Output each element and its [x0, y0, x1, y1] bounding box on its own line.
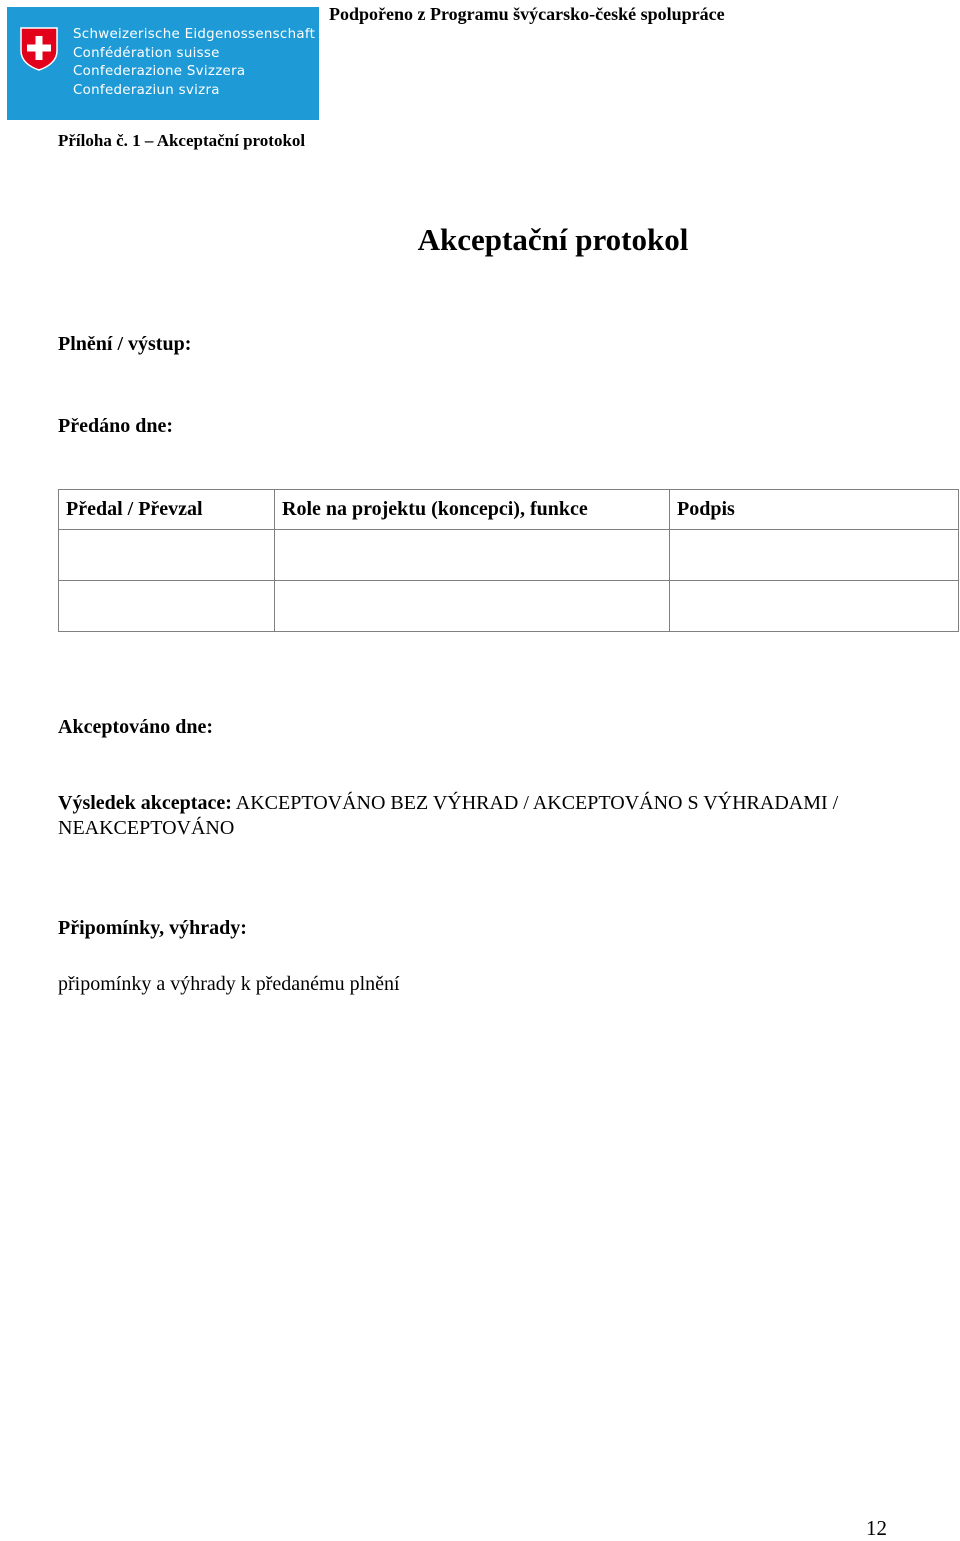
table-cell	[670, 530, 959, 581]
swiss-cross-icon	[19, 27, 59, 71]
column-header-role: Role na projektu (koncepci), funkce	[275, 490, 670, 530]
handed-over-date-label: Předáno dne:	[58, 415, 173, 437]
table-cell	[275, 530, 670, 581]
support-statement: Podpořeno z Programu švýcarsko-české spolupráce	[329, 4, 725, 24]
logo-line-italian: Confederazione Svizzera	[73, 64, 246, 80]
swiss-confederation-logo	[7, 7, 319, 120]
acceptance-result-options: AKCEPTOVÁNO BEZ VÝHRAD / AKCEPTOVÁNO S VÝHRADAMI / NEAKCEPTOVÁNO	[58, 792, 839, 839]
remarks-label: Připomínky, výhrady:	[58, 917, 247, 939]
document-title: Akceptační protokol	[417, 222, 689, 257]
page-number: 12	[866, 1516, 887, 1540]
column-header-handed-received: Předal / Převzal	[59, 490, 275, 530]
logo-line-french: Confédération suisse	[73, 45, 220, 61]
table-row	[59, 530, 959, 581]
logo-text	[73, 26, 315, 100]
table-cell	[59, 581, 275, 632]
fulfillment-label: Plnění / výstup:	[58, 333, 192, 355]
logo-line-german: Schweizerische Eidgenossenschaft	[73, 27, 316, 42]
accepted-date-label: Akceptováno dne:	[58, 716, 214, 738]
table-cell	[275, 581, 670, 632]
column-header-signature: Podpis	[670, 490, 959, 530]
table-cell	[59, 530, 275, 581]
remarks-text: připomínky a výhrady k předanému plnění	[58, 973, 400, 995]
table-cell	[670, 581, 959, 632]
table-row	[59, 581, 959, 632]
logo-line-romansh: Confederaziun svizra	[73, 82, 220, 98]
table-header-row	[59, 490, 959, 530]
annex-label: Příloha č. 1 – Akceptační protokol	[58, 131, 306, 150]
acceptance-result	[58, 791, 938, 841]
acceptance-result-label: Výsledek akceptace:	[58, 792, 232, 814]
handover-table	[58, 489, 959, 632]
